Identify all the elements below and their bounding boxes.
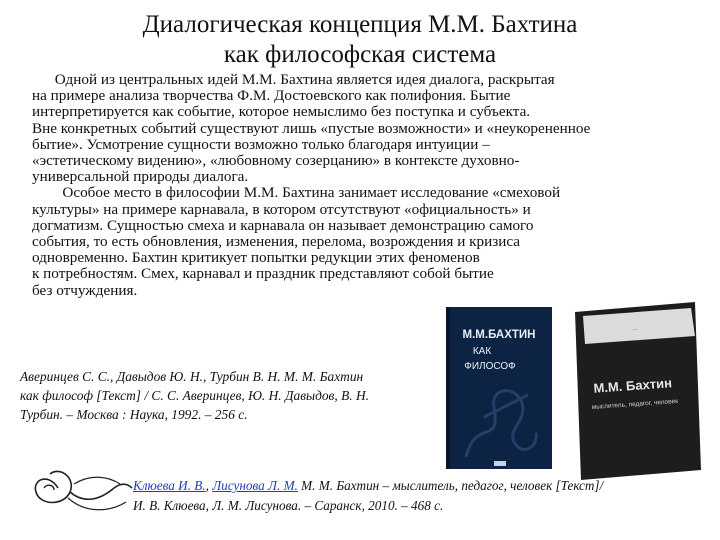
title-line-2: как философская система: [223, 41, 497, 68]
book-cover-bakhtin-thinker: [573, 302, 703, 480]
book-cover-bakhtin-philosopher: [446, 307, 552, 469]
title-line-1: Диалогическая концепция М.М. Бахтина: [142, 11, 578, 38]
reference-klyueva: [133, 476, 718, 516]
text-line: культуры» на примере карнавала, в котором отсутствуют «официальность» и: [32, 200, 531, 218]
text-line: одновременно. Бахтин критикует попытки редукции этих феноменов: [32, 249, 480, 267]
text-line: догматизм. Сущностью смеха и карнавала он называет демонстрацию самого: [32, 216, 534, 234]
slide-title: [0, 10, 720, 70]
ref1-line: Аверинцев С. С., Давыдов Ю. Н., Турбин В. Н. М. М. Бахтин: [20, 369, 364, 384]
text-line: «эстетическому видению», «любовному созерцанию» в контексте духовно-: [32, 152, 520, 170]
book2-subtitle: мыслитель, педагог, человек: [591, 397, 679, 412]
book2-header: …: [631, 325, 639, 333]
text-line: универсальной природы диалога.: [32, 168, 249, 186]
book1-subtitle: ФИЛОСОФ: [464, 361, 516, 372]
text-line: события, то есть обновления, изменения, перелома, возрождения и кризиса: [32, 233, 521, 251]
publisher-logo: [494, 461, 506, 466]
ref2-line-2: И. В. Клюева, Л. М. Лисунова. – Саранск, 2010. – 468 с.: [133, 498, 444, 513]
text-line: бытие». Усмотрение сущности возможно только благодаря интуиции –: [32, 135, 490, 153]
ref1-line: как философ [Текст] / С. С. Аверинцев, Ю. Н. Давыдов, В. Н.: [20, 388, 369, 403]
book1-author: М.М.БАХТИН: [462, 329, 536, 341]
text-line: Особое место в философии М.М. Бахтина занимает исследование «смеховой: [32, 184, 561, 202]
text-line: на примере анализа творчества Ф.М. Достоевского как полифония. Бытие: [32, 87, 511, 105]
book2-author: М.М. Бахтин: [593, 375, 673, 396]
author-link-lisunova[interactable]: Лисунова Л. М.: [212, 478, 298, 493]
ref2-separator: ,: [205, 478, 213, 493]
text-line: без отчуждения.: [32, 281, 138, 299]
ref1-line: Турбин. – Москва : Наука, 1992. – 256 с.: [20, 407, 248, 422]
main-text: [32, 72, 712, 299]
flourish-ornament-icon: [30, 458, 134, 520]
ref2-title: М. М. Бахтин – мыслитель, педагог, человек [Текст]/: [297, 478, 604, 493]
text-line: к потребностям. Смех, карнавал и праздник представляют собой бытие: [32, 265, 494, 283]
text-line: Вне конкретных событий существуют лишь «пустые возможности» и «неукорененное: [32, 119, 591, 137]
ref2-line-1: [133, 476, 718, 496]
reference-averintsev: [20, 367, 460, 424]
text-line: Одной из центральных идей М.М. Бахтина является идея диалога, раскрытая: [32, 71, 555, 88]
book1-word: КАК: [472, 346, 492, 357]
author-link-klyueva[interactable]: Клюева И. В.: [133, 478, 206, 493]
text-line: интерпретируется как событие, которое немыслимо без поступка и субъекта.: [32, 103, 531, 121]
